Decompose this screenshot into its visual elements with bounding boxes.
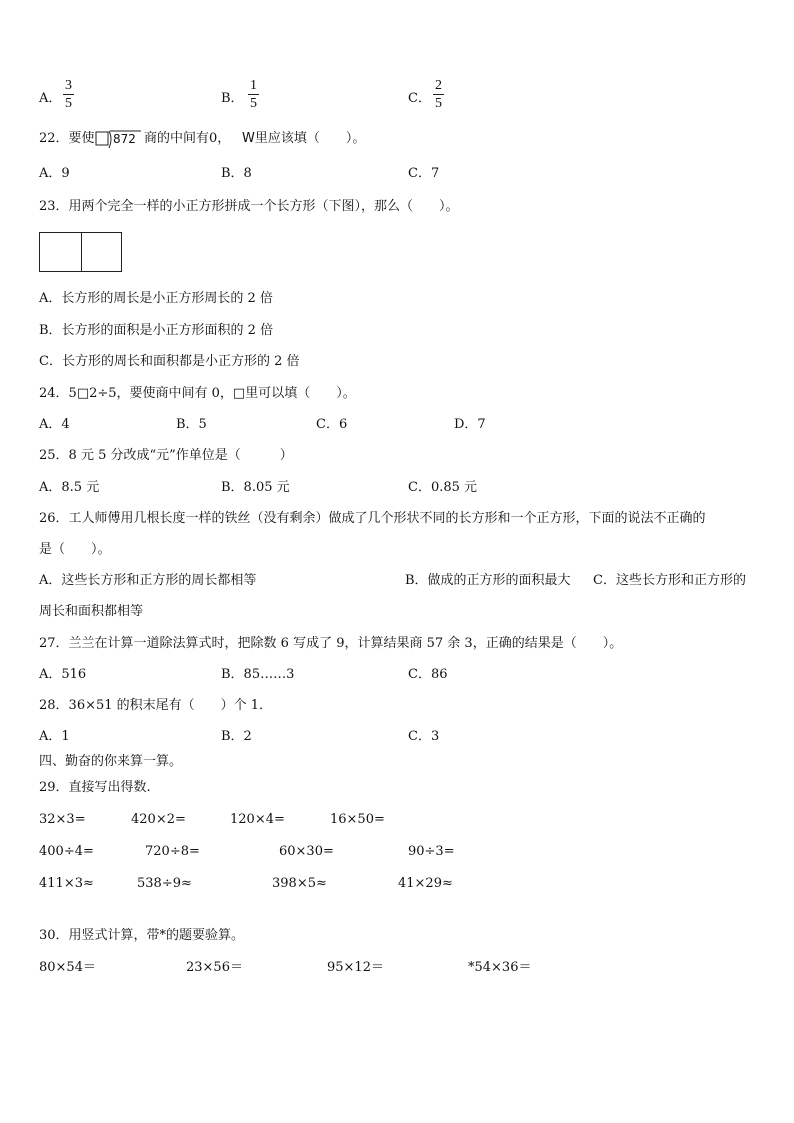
two-squares-figure — [39, 232, 122, 272]
q29-r1-item1: 32×3= — [39, 812, 86, 827]
q27-option-a: A．516 — [39, 667, 87, 682]
q23-stem: 23．用两个完全一样的小正方形拼成一个长方形（下图），那么（ ）。 — [39, 199, 459, 214]
q29-r2-item2: 720÷8= — [145, 844, 200, 859]
fraction-bar — [63, 94, 74, 95]
q21-option-a-fraction — [63, 78, 74, 111]
q21-option-b-fraction — [248, 78, 259, 111]
q28-stem: 28．36×51 的积末尾有（ ）个 1． — [39, 698, 273, 713]
q22-dividend: 872 — [113, 132, 136, 146]
q25-option-b: B．8.05 元 — [221, 480, 290, 495]
q29-r3-item3: 398×5≈ — [272, 876, 327, 891]
q28-option-b: B．2 — [221, 729, 252, 744]
q27-option-c: C．86 — [408, 667, 448, 682]
q28-option-c: C．3 — [408, 729, 440, 744]
q26-option-c-line2: 周长和面积都相等 — [39, 604, 144, 619]
q28-option-a: A．1 — [39, 729, 70, 744]
q29-r1-item3: 120×4= — [230, 812, 285, 827]
section-4-title: 四、勤奋的你来算一算。 — [39, 754, 183, 769]
q29-r3-item4: 41×29≈ — [398, 876, 453, 891]
q26-option-a: A．这些长方形和正方形的周长都相等 — [39, 573, 257, 588]
q29-r3-item2: 538÷9≈ — [137, 876, 192, 891]
denominator: 5 — [435, 96, 442, 111]
numerator: 2 — [435, 78, 442, 93]
q27-option-b: B．85……3 — [221, 667, 295, 682]
q29-r2-item1: 400÷4= — [39, 844, 94, 859]
q26-option-c-line1: C．这些长方形和正方形的 — [593, 573, 746, 588]
q27-stem: 27．兰兰在计算一道除法算式时，把除数 6 写成了 9，计算结果商 57 余 3，正确的结果是（ ）。 — [39, 636, 623, 651]
q29-r2-item4: 90÷3= — [408, 844, 455, 859]
q21-option-c-label: C． — [408, 91, 431, 106]
denominator: 5 — [250, 96, 257, 111]
q26-option-b: B．做成的正方形的面积最大 — [405, 573, 571, 588]
q29-r1-item4: 16×50= — [330, 812, 385, 827]
fraction-bar — [248, 94, 259, 95]
q23-option-b: B．长方形的面积是小正方形面积的 2 倍 — [39, 323, 274, 338]
q30-stem: 30．用竖式计算，带*的题要验算。 — [39, 928, 245, 943]
q22-tail: W里应该填（ ）。 — [242, 131, 366, 146]
q25-option-a: A．8.5 元 — [39, 480, 100, 495]
q24-option-a: A．4 — [39, 417, 70, 432]
q23-option-a: A．长方形的周长是小正方形周长的 2 倍 — [39, 291, 273, 306]
q25-stem: 25．8 元 5 分改成“元”作单位是（ ） — [39, 448, 293, 463]
q24-option-d: D．7 — [454, 417, 486, 432]
q30-item2: 23×56＝ — [186, 960, 243, 975]
q24-stem: 24．5□2÷5，要使商中间有 0，□里可以填（ ）。 — [39, 386, 356, 401]
q21-option-b-label: B． — [221, 91, 244, 106]
q29-stem: 29．直接写出得数. — [39, 780, 151, 795]
q21-option-a-label: A． — [39, 91, 62, 106]
square-divider — [81, 233, 82, 271]
q23-option-c: C．长方形的周长和面积都是小正方形的 2 倍 — [39, 354, 300, 369]
q21-option-c-fraction — [433, 78, 444, 111]
q22-option-b: B．8 — [221, 166, 252, 181]
q26-stem-line2: 是（ ）。 — [39, 542, 111, 557]
q22-option-a: A．9 — [39, 166, 70, 181]
q29-r2-item3: 60×30= — [279, 844, 334, 859]
q30-item4: *54×36＝ — [468, 960, 532, 975]
numerator: 3 — [65, 78, 72, 93]
q22-prefix: 22．要使 — [39, 131, 95, 146]
q22-option-c: C．7 — [408, 166, 440, 181]
fraction-bar — [433, 94, 444, 95]
q24-option-c: C．6 — [316, 417, 348, 432]
q25-option-c: C．0.85 元 — [408, 480, 478, 495]
q30-item1: 80×54＝ — [39, 960, 96, 975]
q29-r3-item1: 411×3≈ — [39, 876, 94, 891]
denominator: 5 — [65, 96, 72, 111]
q29-r1-item2: 420×2= — [131, 812, 186, 827]
q30-item3: 95×12＝ — [327, 960, 384, 975]
numerator: 1 — [250, 78, 257, 93]
q22-suffix: 商的中间有0， — [144, 131, 231, 146]
q26-stem-line1: 26．工人师傅用几根长度一样的铁丝（没有剩余）做成了几个形状不同的长方形和一个正方形，下面的说法不正确的 — [39, 511, 706, 526]
q24-option-b: B．5 — [176, 417, 207, 432]
